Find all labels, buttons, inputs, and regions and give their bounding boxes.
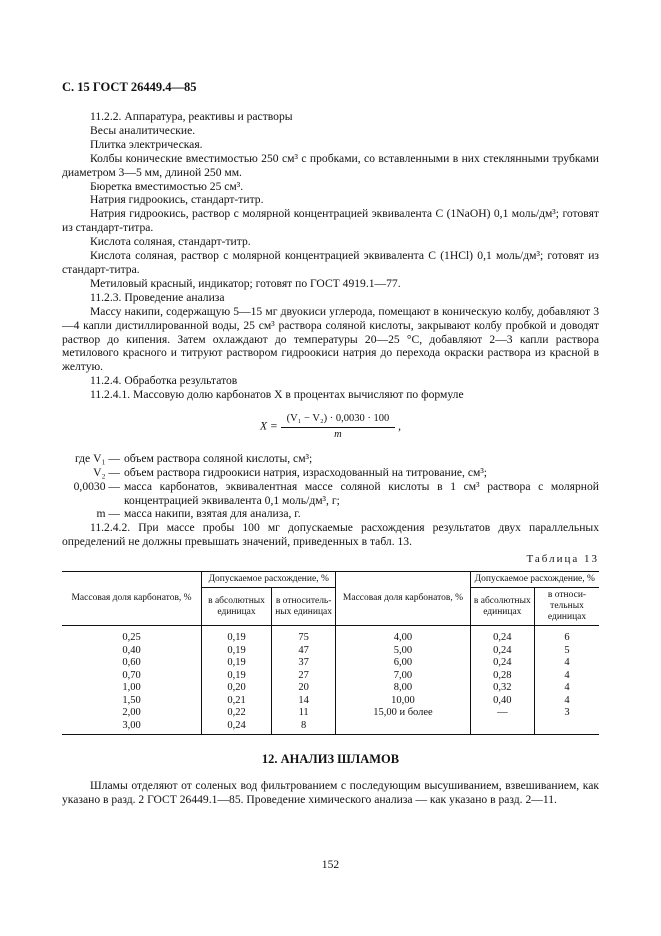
- definition-item: [62, 452, 599, 466]
- table-cell: 5,00: [336, 645, 470, 658]
- table-cell: 14: [271, 695, 335, 708]
- formula-numerator: (V₁ − V₂) · 0,0030 · 100: [281, 412, 396, 428]
- table-cell: 0,19: [202, 670, 272, 683]
- table-row: [62, 670, 599, 683]
- table-cell: 8: [271, 720, 335, 735]
- paragraph: Кислота соляная, раствор с молярной концентрацией эквивалента С (1HCl) 0,1 моль/дм³; готовят из стандарт-титра.: [62, 249, 599, 276]
- paragraph: 11.2.3. Проведение анализа: [90, 290, 225, 304]
- table-cell: 0,24: [202, 720, 272, 735]
- table-cell: 8,00: [336, 682, 470, 695]
- table-cell: —: [470, 707, 534, 720]
- definition-symbol: где V₁ —: [74, 451, 120, 465]
- definition-item: [62, 466, 599, 480]
- table-cell: 0,24: [470, 626, 534, 645]
- table-cell: 0,32: [470, 682, 534, 695]
- table-cell: 0,25: [122, 632, 141, 644]
- paragraph: Весы аналитические.: [90, 123, 196, 137]
- paragraph: Метиловый красный, индикатор; готовят по ГОСТ 4919.1—77.: [90, 276, 401, 290]
- table-header-allowed: Допускаемое расхождение, %: [202, 572, 336, 588]
- table-row: [62, 682, 599, 695]
- formula-lhs: X =: [259, 419, 278, 433]
- section-title: 12. АНАЛИЗ ШЛАМОВ: [261, 752, 400, 767]
- table-cell: 3: [535, 707, 599, 720]
- table-row: [62, 657, 599, 670]
- table-row: [62, 695, 599, 708]
- table-header-mass: Массовая доля карбонатов, %: [336, 572, 470, 626]
- definition-text: масса карбонатов, эквивалентная массе соляной кислоты в 1 см³ раствора с молярной концентрацией эквивалента 0,1 моль/дм³, г;: [124, 479, 599, 507]
- table-row: [62, 626, 599, 645]
- table-cell: 37: [271, 657, 335, 670]
- definition-symbol: m —: [96, 507, 120, 521]
- paragraph: Кислота соляная, стандарт-титр.: [90, 235, 251, 249]
- table-row: [62, 645, 599, 658]
- table-cell: [470, 720, 534, 735]
- table-cell: 0,20: [202, 682, 272, 695]
- paragraph: 11.2.2. Аппаратура, реактивы и растворы: [90, 110, 293, 123]
- table-cell: 0,19: [202, 626, 272, 645]
- table-cell: 0,21: [202, 695, 272, 708]
- table-cell: 47: [271, 645, 335, 658]
- formula-fraction: [281, 412, 396, 442]
- table-cell: 11: [271, 707, 335, 720]
- table-cell: 0,40: [122, 644, 141, 656]
- table-header-allowed: Допускаемое расхождение, %: [470, 572, 599, 588]
- table-cell: 5: [535, 645, 599, 658]
- paragraph: Шламы отделяют от соленых вод фильтрованием с последующим высушиванием, взвешиванием, как указано в разд. 2 ГОСТ 26449.1—85. Проведение химического анализа — как указано в разд. 2—11.: [62, 779, 599, 806]
- table-cell: 0,40: [470, 695, 534, 708]
- table-cell: 0,28: [470, 670, 534, 683]
- paragraph: 11.2.4. Обработка результатов: [90, 374, 238, 388]
- table-row: [62, 707, 599, 720]
- table-cell: 0,60: [122, 657, 141, 669]
- paragraph: Массу накипи, содержащую 5—15 мг двуокиси углерода, помещают в коническую колбу, добавляют 3—4 капли дистиллированной воды, 25 см³ раствора соляной кислоты, закрывают колбу пробкой и доводят раствор до кипения. Затем охлаждают до температуры 20—25 °С, добавляют 2—3 капли раствора метилового красного и титруют раствором гидроокиси натрия до перехода окраски раствора из красной в желтую.: [62, 304, 599, 374]
- table-header-rel: в относитель-ных единицах: [271, 588, 335, 626]
- table-header-abs: в абсолютных единицах: [470, 588, 534, 626]
- table-cell: 2,00: [122, 707, 141, 719]
- definition-symbol: V₂ —: [93, 465, 120, 479]
- definition-symbol: 0,0030 —: [73, 479, 120, 493]
- table-cell: 0,24: [470, 657, 534, 670]
- page-content: [62, 110, 599, 807]
- table-cell: 3,00: [62, 720, 202, 735]
- table-cell: 0,70: [122, 669, 141, 681]
- formula-denominator: m: [334, 428, 342, 440]
- table-cell: 4: [535, 657, 599, 670]
- definition-item: [62, 480, 599, 508]
- table-cell: 15,00 и более: [336, 707, 470, 720]
- table-cell: 20: [271, 682, 335, 695]
- table-13: [62, 571, 599, 735]
- table-cell: 1,50: [122, 694, 141, 706]
- table-cell: 6: [535, 626, 599, 645]
- table-cell: 0,22: [202, 707, 272, 720]
- table-cell: 0,19: [202, 645, 272, 658]
- definition-text: объем раствора соляной кислоты, см³;: [124, 451, 313, 465]
- table-cell: [336, 720, 470, 735]
- page-header: С. 15 ГОСТ 26449.4—85: [62, 80, 197, 94]
- table-caption: Таблица 13: [526, 553, 599, 566]
- table-cell: 1,00: [122, 682, 141, 694]
- definition-item: [62, 507, 599, 521]
- table-cell: 6,00: [336, 657, 470, 670]
- paragraph: 11.2.4.1. Массовую долю карбонатов X в процентах вычисляют по формуле: [90, 388, 464, 402]
- table-cell: [535, 720, 599, 735]
- paragraph: Натрия гидроокись, стандарт-титр.: [90, 193, 264, 207]
- definition-text: объем раствора гидроокиси натрия, израсходованный на титрование, см³;: [124, 465, 488, 479]
- table-cell: 10,00: [336, 695, 470, 708]
- table-cell: 27: [271, 670, 335, 683]
- table-header-mass: Массовая доля карбонатов, %: [62, 572, 202, 626]
- paragraph: Бюретка вместимостью 25 см³.: [90, 179, 244, 193]
- table-header-rel: в относи-тельных единицах: [535, 588, 599, 626]
- table-header-abs: в абсолютных единицах: [202, 588, 272, 626]
- table-cell: 7,00: [336, 670, 470, 683]
- table-cell: 4: [535, 682, 599, 695]
- table-cell: 4: [535, 695, 599, 708]
- table-cell: 0,24: [470, 645, 534, 658]
- table-cell: 4: [535, 670, 599, 683]
- table-row: [62, 720, 599, 735]
- paragraph: Плитка электрическая.: [90, 137, 203, 151]
- paragraph: Натрия гидроокись, раствор с молярной концентрацией эквивалента С (1NaOH) 0,1 моль/дм³; готовят из стандарт-титра.: [62, 207, 599, 235]
- page-number: 152: [321, 858, 340, 871]
- formula-tail: ,: [398, 419, 402, 433]
- table-cell: 0,19: [202, 657, 272, 670]
- paragraph: Колбы конические вместимостью 250 см³ с пробками, со вставленными в них стеклянными трубками диаметром 3—5 мм, длиной 250 мм.: [62, 151, 599, 179]
- formula: [62, 412, 599, 442]
- paragraph: 11.2.4.2. При массе пробы 100 мг допускаемые расхождения результатов двух параллельных определений не должны превышать значений, приведенных в табл. 13.: [62, 521, 599, 549]
- table-cell: 4,00: [336, 626, 470, 645]
- definition-text: масса накипи, взятая для анализа, г.: [124, 507, 301, 521]
- table-cell: 75: [271, 626, 335, 645]
- definitions: [62, 452, 599, 522]
